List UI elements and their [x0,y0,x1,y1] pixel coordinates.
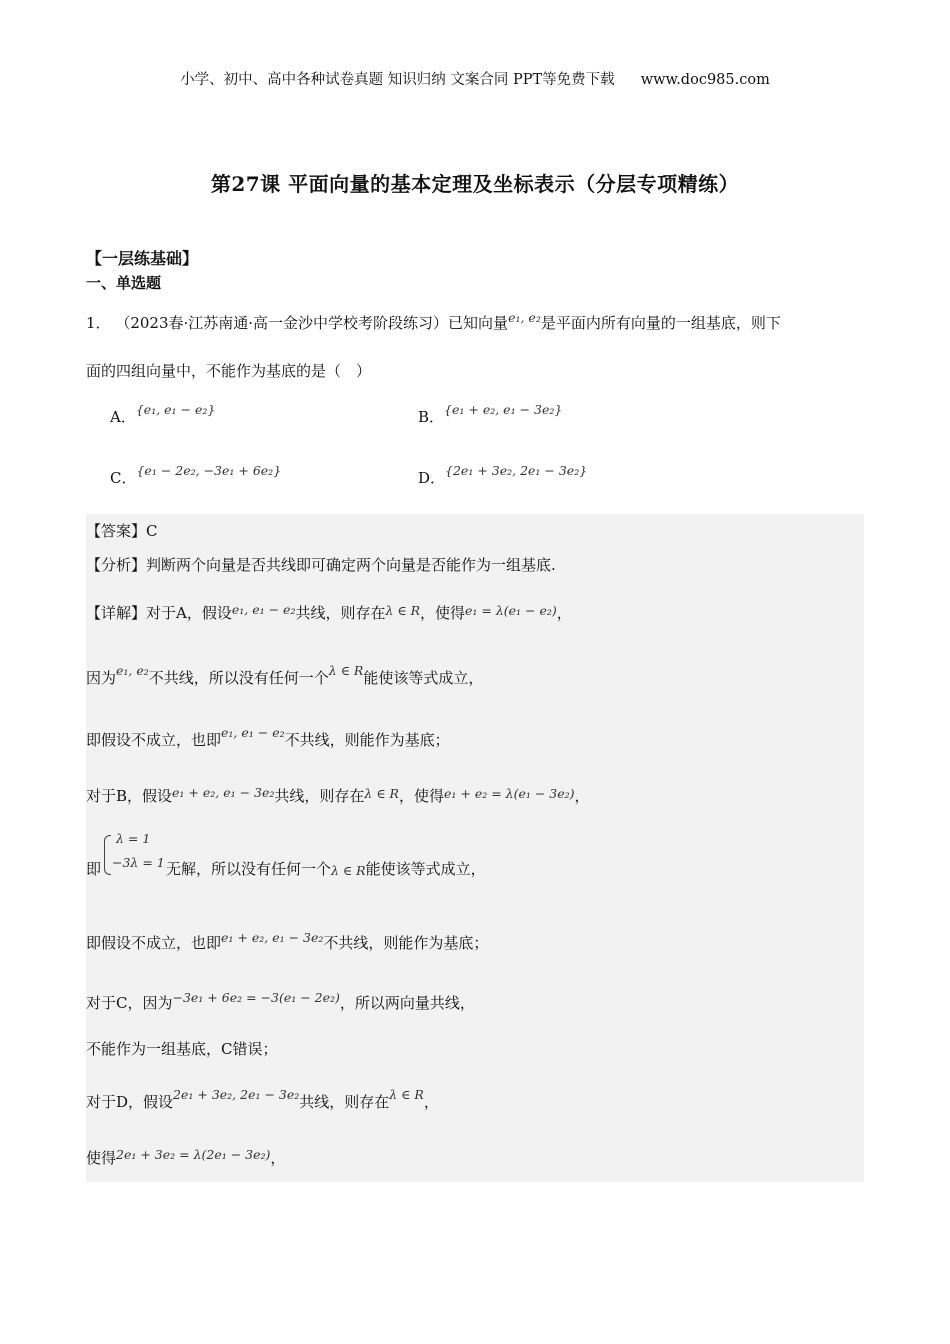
answer-tag: 【答案】 [86,522,147,540]
text: 对于C，因为 [86,994,173,1012]
text: 能使该等式成立， [363,669,484,687]
math: λ ∈ R [389,1087,424,1102]
math: e₁, e₁ − e₂ [231,602,296,617]
question-source: （2023春·江苏南通·高一金沙中学校考阶段练习） [115,314,449,332]
text: 即假设不成立，也即 [86,934,222,952]
option-label: C． [110,469,137,487]
detail-line-10 [86,1147,285,1168]
math: e₁ + e₂, e₁ − 3e₂ [172,785,275,800]
system-brace [104,835,111,875]
system-eq-1: λ = 1 [116,831,151,846]
text: 不共线，则能作为基底； [323,934,489,952]
detail-line-9 [86,1087,439,1112]
section-heading: 【一层练基础】 [86,249,199,268]
detail-line-1 [86,602,572,623]
option-math: {e₁ + e₂, e₁ − 3e₂} [444,402,563,417]
option-math: {e₁, e₁ − e₂} [135,402,216,417]
header-site: www.doc985.com [640,72,770,88]
math: λ ∈ R [385,603,421,618]
header-text: 小学、初中、高中各种试卷真题 知识归纳 文案合同 PPT等免费下载 [180,72,615,88]
answer-line [86,520,158,541]
question-line-2: 面的四组向量中，不能作为基底的是（ ） [86,362,372,380]
question-stem: 已知向量 [448,314,509,332]
answer-value: C [146,522,158,540]
detail-line-5-prefix: 即 [86,860,102,878]
question-number: 1． [86,314,111,332]
math-vectors: e₁, e₂ [508,310,541,325]
analysis-tag: 【分析】 [86,556,147,574]
text: 对于A，假设 [146,604,232,622]
option-math: {e₁ − 2e₂, −3e₁ + 6e₂} [136,463,282,478]
text: 无解，所以没有任何一个 [166,860,332,878]
text: 即假设不成立，也即 [86,731,222,749]
text: ，所以两向量共线， [339,994,475,1012]
text: ， [574,787,590,805]
text: 使得 [86,1149,117,1167]
text: 能使该等式成立， [365,860,486,878]
option-math: {2e₁ + 3e₂, 2e₁ − 3e₂} [445,463,588,478]
detail-tag: 【详解】 [86,604,147,622]
subsection-heading: 一、单选题 [86,274,162,292]
math: e₁, e₁ − e₂ [221,725,285,740]
math: λ ∈ R [364,786,399,801]
text: ， [270,1149,286,1167]
math: 2e₁ + 3e₂ = λ(2e₁ − 3e₂) [116,1147,271,1162]
text: ，使得 [398,787,444,805]
text: 因为 [86,669,117,687]
text: ， [423,1093,439,1111]
detail-line-4 [86,785,590,806]
detail-line-6 [86,930,488,953]
option-label: B． [418,408,445,426]
option-d [418,461,587,488]
question-stem-cont: 是平面内所有向量的一组基底，则下 [540,314,781,332]
page-header [0,68,950,89]
analysis-text: 判断两个向量是否共线即可确定两个向量是否能作为一组基底. [146,556,556,574]
detail-line-2 [86,663,483,688]
option-b [418,400,562,427]
math: e₁ + e₂ = λ(e₁ − 3e₂) [443,786,575,801]
text: ，使得 [420,604,466,622]
option-label: D． [418,469,446,487]
math: λ ∈ R [331,863,366,878]
analysis-line [86,554,556,575]
math: e₁, e₂ [116,663,149,678]
detail-line-3 [86,725,450,750]
math: 2e₁ + 3e₂, 2e₁ − 3e₂ [173,1087,300,1102]
text: 共线，则存在 [295,604,386,622]
question-line-1 [86,310,781,333]
text: 共线，则存在 [274,787,365,805]
math: e₁ = λ(e₁ − e₂) [465,603,557,618]
document-title: 第27课 平面向量的基本定理及坐标表示（分层专项精练） [210,172,740,196]
option-a [110,400,215,427]
text: 对于D，假设 [86,1093,174,1111]
option-label: A． [110,408,136,426]
detail-line-7 [86,990,475,1013]
equation-system [102,831,172,877]
text: 对于B，假设 [86,787,173,805]
text: 不共线，则能作为基底； [284,731,450,749]
text: 共线，则存在 [299,1093,390,1111]
text: ， [556,604,572,622]
text: 不共线，所以没有任何一个 [148,669,329,687]
math: −3e₁ + 6e₂ = −3(e₁ − 2e₂) [172,990,340,1005]
detail-line-5 [166,858,486,879]
option-c [110,461,281,488]
math: λ ∈ R [328,663,364,678]
math: e₁ + e₂, e₁ − 3e₂ [221,930,324,945]
detail-line-8: 不能作为一组基底，C错误； [86,1040,278,1058]
system-eq-2: −3λ = 1 [112,855,165,870]
